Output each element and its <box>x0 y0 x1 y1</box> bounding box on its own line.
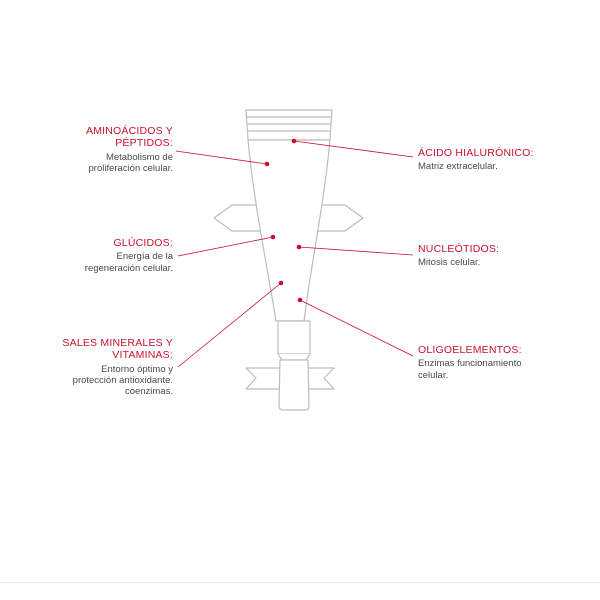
leader-line-glucidos <box>178 237 273 256</box>
label-aminoacidos-desc: Metabolismo de proliferación celular. <box>88 151 173 174</box>
label-acido <box>418 147 588 173</box>
tube-neck-groove <box>278 354 310 360</box>
label-aminoacidos <box>23 125 173 174</box>
bottom-divider <box>0 582 600 583</box>
label-aminoacidos-title <box>23 125 173 150</box>
label-nucleotidos-desc: Mitosis celular. <box>418 257 481 269</box>
tube-left-arrow <box>214 205 261 231</box>
marker-dot-aminoacidos <box>265 162 270 167</box>
tube-crimp <box>246 110 332 140</box>
label-glucidos-title: GLÚCIDOS: <box>113 237 173 249</box>
label-aminoacidos-title-line2: PÉPTIDOS: <box>115 137 173 150</box>
label-glucidos <box>23 237 173 274</box>
label-sales-title-line1: SALES MINERALES Y <box>62 337 173 349</box>
label-sales-desc: Entorno óptimo y protección antioxidante. coenzimas. <box>72 363 173 398</box>
label-aminoacidos-title-line1: AMINOÁCIDOS Y <box>85 125 173 137</box>
label-nucleotidos <box>418 243 588 269</box>
leader-line-oligo <box>300 300 413 356</box>
label-oligo <box>418 344 588 381</box>
label-oligo-title: OLIGOELEMENTOS: <box>418 344 522 356</box>
label-sales <box>23 337 173 397</box>
marker-dot-sales <box>279 281 284 286</box>
label-glucidos-desc: Energía de la regeneración celular. <box>84 251 173 274</box>
marker-dot-nucleotidos <box>297 245 302 250</box>
marker-dot-acido <box>292 139 297 144</box>
tube-body <box>248 140 330 321</box>
marker-dot-glucidos <box>271 235 276 240</box>
label-sales-title <box>23 337 173 362</box>
tube-illustration <box>214 110 363 410</box>
tube-right-arrow <box>317 205 363 231</box>
label-oligo-desc: Enzimas funcionamiento celular. <box>418 358 522 381</box>
tube-cap <box>279 360 309 410</box>
label-acido-desc: Matriz extracelular. <box>418 161 498 173</box>
label-sales-title-line2: VITAMINAS: <box>112 349 173 362</box>
leader-line-nucleotidos <box>299 247 413 255</box>
tube-neck <box>278 321 310 354</box>
label-acido-title: ÁCIDO HIALURÓNICO: <box>418 147 534 159</box>
label-nucleotidos-title: NUCLEÓTIDOS: <box>418 243 500 255</box>
leader-line-sales <box>178 283 281 367</box>
marker-dot-oligo <box>298 298 303 303</box>
